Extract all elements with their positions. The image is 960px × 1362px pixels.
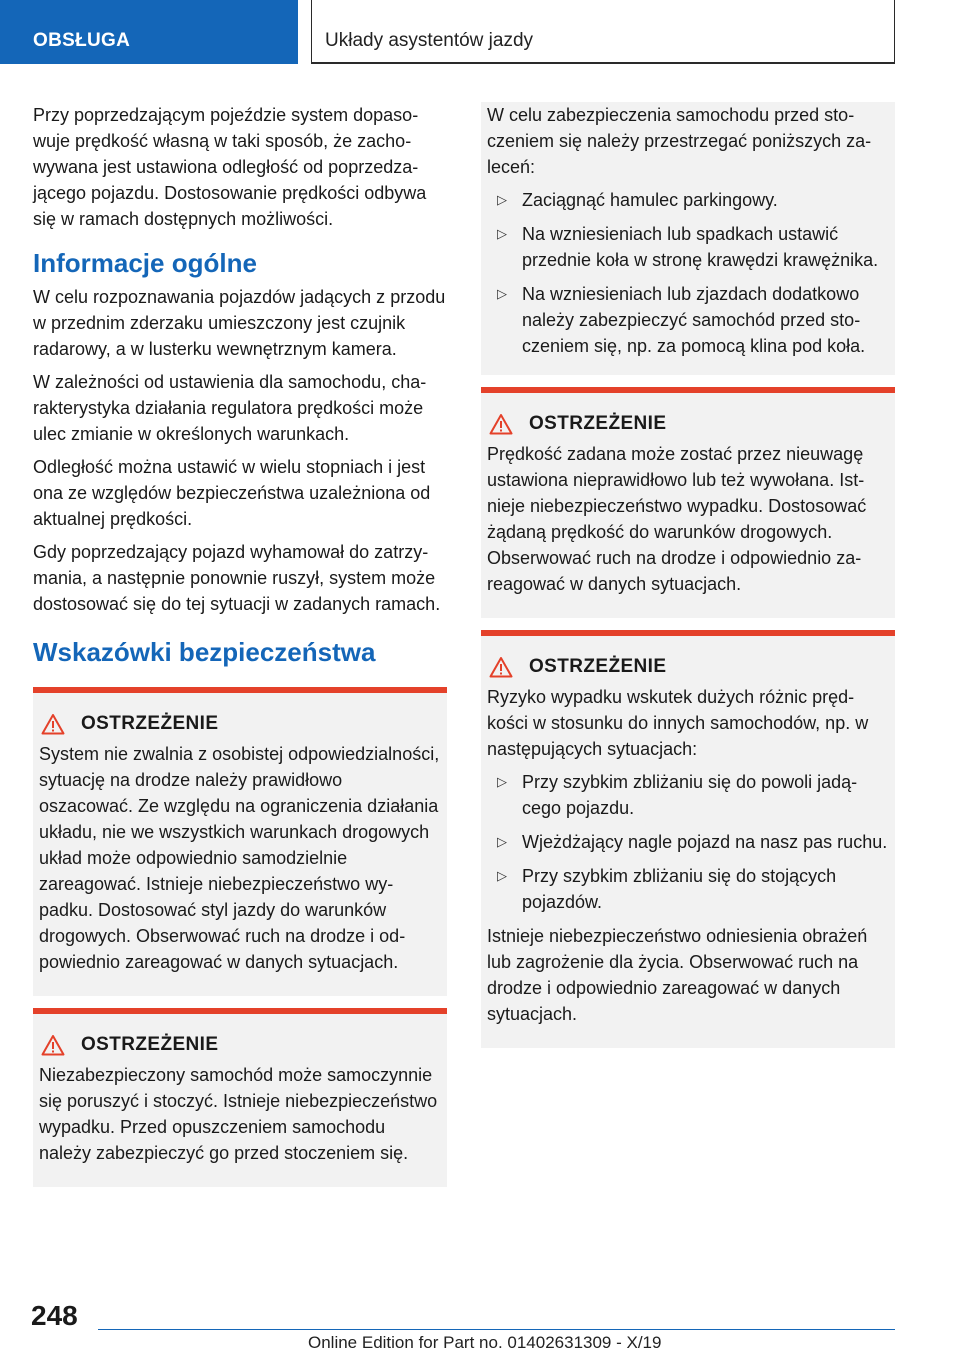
warning-text: Ryzyko wypadku wskutek dużych różnic prędkości w stosunku do innych samochodów, np. w następujących sytuacjach:	[487, 687, 869, 759]
info-paragraph: Gdy poprzedzający pojazd wyhamował do zatrzymania, a następnie ponownie ruszył, system może dostosować się do tej sytuacji w zadanych ramach.	[33, 542, 441, 614]
heading-safety: Wskazówki bezpieczeństwa	[33, 637, 376, 667]
warning-triangle-icon	[39, 712, 79, 736]
footer-divider	[98, 1329, 895, 1330]
chapter-header	[311, 0, 895, 64]
list-item	[487, 863, 889, 915]
list-item	[487, 281, 889, 359]
list-item	[487, 221, 889, 273]
list-item	[487, 769, 889, 821]
warning-text: Prędkość zadana może zostać przez nieuwagę ustawiona nieprawidłowo lub też wywołana. Istnieje niebezpieczeństwo wypadku. Dostosować żądaną prędkość do warunków drogowych. Obserwować ruch na drodze i odpowiednio zareagować w danych sytuacjach.	[487, 444, 867, 594]
warning-triangle-icon	[487, 655, 527, 679]
info-paragraph: W celu rozpoznawania pojazdów jadących z przodu w przednim zderzaku umieszczony jest czujnik radarowy, a w lusterku wewnętrznym kamera.	[33, 287, 446, 359]
section-tab	[0, 0, 298, 64]
warning-title: OSTRZEŻENIE	[81, 713, 219, 734]
list-item-text: Przy szybkim zbliżaniu się do powoli jadącego pojazdu.	[522, 772, 858, 818]
intro-paragraph: Przy poprzedzającym pojeździe system dopasowuje prędkość własną w taki sposób, że zachowywana jest ustawiona odległość od poprzedzającego pojazdu. Dostosowanie prędkości odbywa się w ramach dostępnych możliwości.	[33, 105, 427, 229]
warning-header	[39, 1030, 441, 1060]
list-item-text: Przy szybkim zbliżaniu się do stojących pojazdów.	[522, 866, 837, 912]
list-item-text: Na wzniesieniach lub zjazdach dodatkowo należy zabezpieczyć samochód przed stoczeniem się, np. za pomocą klina pod koła.	[522, 284, 866, 356]
warning-box	[481, 630, 895, 1048]
warning-header	[487, 409, 889, 439]
warning-situation-list	[487, 769, 889, 915]
bullet-triangle-icon: ▷	[497, 226, 507, 241]
warning-title: OSTRZEŻENIE	[81, 1034, 219, 1055]
warning-title: OSTRZEŻENIE	[529, 413, 667, 434]
warning-header	[39, 709, 441, 739]
right-column	[481, 102, 895, 1048]
warning-header	[487, 652, 889, 682]
list-item-text: Na wzniesieniach lub spadkach ustawić przednie koła w stronę krawędzi krawężnika.	[522, 224, 879, 270]
box-intro: W celu zabezpieczenia samochodu przed stoczeniem się należy przestrzegać poniższych zaleceń:	[487, 105, 872, 177]
warning-box	[33, 1008, 447, 1187]
warning-box	[33, 687, 447, 996]
bullet-triangle-icon: ▷	[497, 192, 507, 207]
info-paragraph: Odległość można ustawić w wielu stopniach i jest ona ze względów bezpieczeństwa uzależniona od aktualnej prędkości.	[33, 457, 431, 529]
footer-edition: Online Edition for Part no. 01402631309 - X/19	[308, 1333, 662, 1352]
list-item	[487, 187, 889, 213]
heading-general-info: Informacje ogólne	[33, 248, 257, 278]
bullet-triangle-icon: ▷	[497, 774, 507, 789]
intro-block	[33, 102, 447, 232]
chapter-title: Układy asystentów jazdy	[325, 30, 534, 51]
list-item-text: Zaciągnąć hamulec parkingowy.	[522, 190, 778, 210]
warning-triangle-icon	[39, 1033, 79, 1057]
section-label: OBSŁUGA	[33, 30, 131, 51]
warning-title: OSTRZEŻENIE	[529, 656, 667, 677]
info-paragraph: W zależności od ustawienia dla samochodu, charakterystyka działania regulatora prędkości może ulec zmianie w określonych warunkach.	[33, 372, 427, 444]
warning-text: Istnieje niebezpieczeństwo odniesienia obrażeń lub zagrożenie dla życia. Obserwować ruch na drodze i odpowiednio zareagować w danych sytuacjach.	[487, 926, 868, 1024]
list-item-text: Wjeżdżający nagle pojazd na nasz pas ruchu.	[522, 832, 888, 852]
left-column	[33, 102, 447, 1187]
warning-text: System nie zwalnia z osobistej odpowiedzialności, sytuację na drodze należy prawidłowo oszacować. Ze względu na ograniczenia działania układu, nie we wszystkich warunkach drogowych układ może odpowiednio samodzielnie zareagować. Istnieje niebezpieczeństwo wypadku. Dostosować styl jazdy do warunków drogowych. Obserwować ruch na drodze i odpowiednio zareagować w danych sytuacjach.	[39, 744, 440, 972]
warning-triangle-icon	[487, 412, 527, 436]
rolling-prevention-list	[487, 187, 889, 359]
bullet-triangle-icon: ▷	[497, 834, 507, 849]
list-item	[487, 829, 889, 855]
rolling-prevention-box	[481, 102, 895, 375]
warning-text: Niezabezpieczony samochód może samoczynnie się poruszyć i stoczyć. Istnieje niebezpieczeństwo wypadku. Przed opuszczeniem samochodu należy zabezpieczyć go przed stoczeniem się.	[39, 1065, 438, 1163]
warning-box	[481, 387, 895, 618]
page-number: 248	[31, 1300, 78, 1331]
bullet-triangle-icon: ▷	[497, 868, 507, 883]
bullet-triangle-icon: ▷	[497, 286, 507, 301]
